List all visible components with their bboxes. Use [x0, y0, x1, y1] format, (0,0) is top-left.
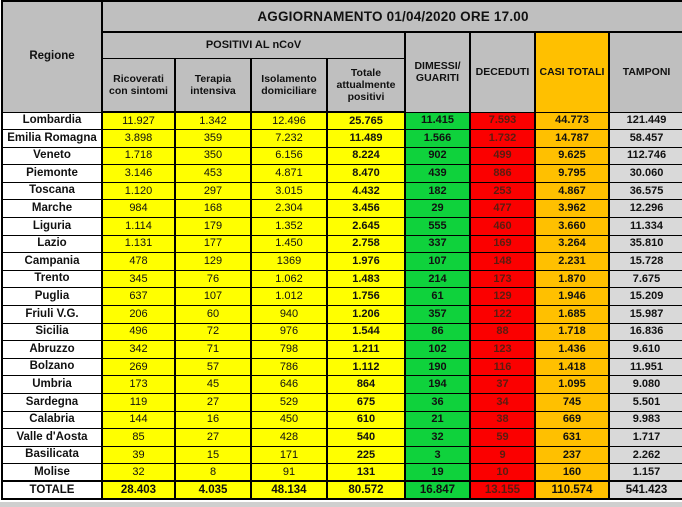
- dimessi-guariti-cell: 357: [405, 306, 470, 324]
- table-row: [2, 253, 682, 271]
- totale-attualmente-positivi-cell: 131: [327, 464, 405, 482]
- ricoverati-con-sintomi-cell: 1.120: [102, 182, 175, 200]
- region-cell: Molise: [2, 464, 102, 482]
- tamponi-cell: 2.262: [609, 446, 682, 464]
- deceduti-cell: 38: [470, 411, 535, 429]
- casi-totali-cell: 745: [535, 394, 609, 412]
- tamponi-cell: 9.610: [609, 341, 682, 359]
- isolamento-domiciliare-cell: 976: [251, 323, 327, 341]
- region-cell: Sicilia: [2, 323, 102, 341]
- totale-attualmente-positivi-cell: 540: [327, 429, 405, 447]
- ricoverati-con-sintomi-cell: 32: [102, 464, 175, 482]
- dimessi-guariti-cell: 36: [405, 394, 470, 412]
- tamponi-cell: 15.209: [609, 288, 682, 306]
- casi-totali-cell: 110.574: [535, 481, 609, 499]
- casi-totali-cell: 631: [535, 429, 609, 447]
- deceduti-cell: 477: [470, 200, 535, 218]
- casi-totali-cell: 2.231: [535, 253, 609, 271]
- deceduti-cell: 499: [470, 147, 535, 165]
- totale-attualmente-positivi-cell: 1.206: [327, 306, 405, 324]
- tamponi-cell: 16.836: [609, 323, 682, 341]
- dimessi-guariti-cell: 16.847: [405, 481, 470, 499]
- table-row: [2, 394, 682, 412]
- totale-attualmente-positivi-cell: 864: [327, 376, 405, 394]
- ricoverati-con-sintomi-cell: 3.898: [102, 130, 175, 148]
- tamponi-cell: 15.987: [609, 306, 682, 324]
- table-row: [2, 147, 682, 165]
- terapia-intensiva-cell: 15: [175, 446, 251, 464]
- totale-attualmente-positivi-cell: 1.544: [327, 323, 405, 341]
- isolamento-domiciliare-cell: 1.062: [251, 270, 327, 288]
- ricoverati-con-sintomi-cell: 637: [102, 288, 175, 306]
- dimessi-guariti-cell: 214: [405, 270, 470, 288]
- isolamento-domiciliare-cell: 4.871: [251, 165, 327, 183]
- total-row: [2, 481, 682, 499]
- table-row: [2, 464, 682, 482]
- region-cell: Friuli V.G.: [2, 306, 102, 324]
- casi-totali-column-header: CASI TOTALI: [535, 32, 609, 112]
- dimessi-guariti-cell: 32: [405, 429, 470, 447]
- dimessi-guariti-cell: 182: [405, 182, 470, 200]
- region-cell: Veneto: [2, 147, 102, 165]
- terapia-intensiva-cell: 1.342: [175, 112, 251, 130]
- table-row: [2, 112, 682, 130]
- dimessi-guariti-cell: 1.566: [405, 130, 470, 148]
- terapia-intensiva-cell: 8: [175, 464, 251, 482]
- table-row: [2, 306, 682, 324]
- dimessi-guariti-cell: 107: [405, 253, 470, 271]
- ricoverati-con-sintomi-cell: 496: [102, 323, 175, 341]
- isolamento-domiciliare-cell: 646: [251, 376, 327, 394]
- isolamento-domiciliare-cell: 12.496: [251, 112, 327, 130]
- dimessi-guariti-cell: 190: [405, 358, 470, 376]
- tamponi-cell: 11.951: [609, 358, 682, 376]
- region-cell: Liguria: [2, 218, 102, 236]
- terapia-intensiva-cell: 76: [175, 270, 251, 288]
- isolamento-domiciliare-cell: 48.134: [251, 481, 327, 499]
- deceduti-cell: 116: [470, 358, 535, 376]
- tamponi-cell: 121.449: [609, 112, 682, 130]
- deceduti-cell: 10: [470, 464, 535, 482]
- totale-attualmente-positivi-cell: 1.211: [327, 341, 405, 359]
- table-header: [2, 1, 682, 112]
- ricoverati-con-sintomi-cell: 39: [102, 446, 175, 464]
- ricoverati-con-sintomi-cell: 173: [102, 376, 175, 394]
- bottom-strip: [0, 502, 682, 507]
- table-row: [2, 235, 682, 253]
- totale-attualmente-positivi-cell: 25.765: [327, 112, 405, 130]
- terapia-intensiva-cell: 4.035: [175, 481, 251, 499]
- deceduti-cell: 88: [470, 323, 535, 341]
- tamponi-cell: 15.728: [609, 253, 682, 271]
- region-cell: Emilia Romagna: [2, 130, 102, 148]
- dimessi-guariti-cell: 29: [405, 200, 470, 218]
- header-row-title: [2, 1, 682, 32]
- casi-totali-cell: 44.773: [535, 112, 609, 130]
- totale-attualmente-positivi-cell: 11.489: [327, 130, 405, 148]
- ricoverati-con-sintomi-cell: 119: [102, 394, 175, 412]
- dimessi-guariti-cell: 61: [405, 288, 470, 306]
- terapia-intensiva-cell: 45: [175, 376, 251, 394]
- tamponi-cell: 9.983: [609, 411, 682, 429]
- dimessi-guariti-cell: 11.415: [405, 112, 470, 130]
- terapia-intensiva-cell: 359: [175, 130, 251, 148]
- regione-column-header: Regione: [2, 1, 102, 112]
- dimessi-guariti-cell: 194: [405, 376, 470, 394]
- dimessi-guariti-cell: 102: [405, 341, 470, 359]
- table-row: [2, 376, 682, 394]
- table-row: [2, 429, 682, 447]
- totale-attualmente-positivi-cell: 2.758: [327, 235, 405, 253]
- casi-totali-cell: 9.795: [535, 165, 609, 183]
- terapia-intensiva-cell: 107: [175, 288, 251, 306]
- casi-totali-cell: 1.436: [535, 341, 609, 359]
- terapia-intensiva-cell: 71: [175, 341, 251, 359]
- deceduti-cell: 148: [470, 253, 535, 271]
- table-body: [2, 112, 682, 499]
- casi-totali-cell: 3.962: [535, 200, 609, 218]
- tamponi-cell: 1.717: [609, 429, 682, 447]
- terapia-intensiva-cell: 350: [175, 147, 251, 165]
- totale-attualmente-positivi-cell: 1.483: [327, 270, 405, 288]
- positivi-group-header: POSITIVI AL nCoV: [102, 32, 405, 58]
- totale-attualmente-positivi-cell: 1.756: [327, 288, 405, 306]
- tamponi-cell: 11.334: [609, 218, 682, 236]
- isolamento-domiciliare-cell: 1369: [251, 253, 327, 271]
- tamponi-cell: 1.157: [609, 464, 682, 482]
- terapia-intensiva-cell: 179: [175, 218, 251, 236]
- totale-attualmente-positivi-cell: 1.976: [327, 253, 405, 271]
- region-cell: Marche: [2, 200, 102, 218]
- ricoverati-con-sintomi-cell: 144: [102, 411, 175, 429]
- dimessi-guariti-cell: 19: [405, 464, 470, 482]
- isolamento-domiciliare-cell: 529: [251, 394, 327, 412]
- isolamento-domiciliare-cell: 3.015: [251, 182, 327, 200]
- isolamento-domiciliare-cell: 1.352: [251, 218, 327, 236]
- isolamento-domiciliare-cell: 7.232: [251, 130, 327, 148]
- casi-totali-cell: 1.685: [535, 306, 609, 324]
- tamponi-cell: 12.296: [609, 200, 682, 218]
- terapia-intensiva-cell: 177: [175, 235, 251, 253]
- region-cell: Basilicata: [2, 446, 102, 464]
- tamponi-cell: 36.575: [609, 182, 682, 200]
- terapia-intensiva-cell: 453: [175, 165, 251, 183]
- ricoverati-con-sintomi-cell: 478: [102, 253, 175, 271]
- casi-totali-cell: 237: [535, 446, 609, 464]
- terapia-intensiva-cell: 27: [175, 429, 251, 447]
- casi-totali-cell: 14.787: [535, 130, 609, 148]
- deceduti-cell: 169: [470, 235, 535, 253]
- table-row: [2, 323, 682, 341]
- totale-attualmente-positivi-cell: 4.432: [327, 182, 405, 200]
- table-row: [2, 270, 682, 288]
- isolamento-domiciliare-column-header: Isolamento domiciliare: [251, 58, 327, 112]
- ricoverati-con-sintomi-cell: 1.718: [102, 147, 175, 165]
- table-row: [2, 341, 682, 359]
- deceduti-cell: 59: [470, 429, 535, 447]
- casi-totali-cell: 3.660: [535, 218, 609, 236]
- table-row: [2, 288, 682, 306]
- terapia-intensiva-cell: 129: [175, 253, 251, 271]
- totale-attualmente-positivi-cell: 3.456: [327, 200, 405, 218]
- deceduti-cell: 13.155: [470, 481, 535, 499]
- deceduti-cell: 123: [470, 341, 535, 359]
- deceduti-cell: 173: [470, 270, 535, 288]
- isolamento-domiciliare-cell: 171: [251, 446, 327, 464]
- region-cell: Toscana: [2, 182, 102, 200]
- casi-totali-cell: 9.625: [535, 147, 609, 165]
- casi-totali-cell: 3.264: [535, 235, 609, 253]
- ricoverati-con-sintomi-cell: 206: [102, 306, 175, 324]
- terapia-intensiva-cell: 27: [175, 394, 251, 412]
- casi-totali-cell: 1.718: [535, 323, 609, 341]
- region-cell: Abruzzo: [2, 341, 102, 359]
- deceduti-cell: 7.593: [470, 112, 535, 130]
- tamponi-cell: 35.810: [609, 235, 682, 253]
- deceduti-cell: 460: [470, 218, 535, 236]
- region-cell: Puglia: [2, 288, 102, 306]
- deceduti-column-header: DECEDUTI: [470, 32, 535, 112]
- tamponi-cell: 112.746: [609, 147, 682, 165]
- terapia-intensiva-cell: 16: [175, 411, 251, 429]
- isolamento-domiciliare-cell: 1.450: [251, 235, 327, 253]
- totale-attualmente-positivi-cell: 1.112: [327, 358, 405, 376]
- ricoverati-con-sintomi-cell: 11.927: [102, 112, 175, 130]
- deceduti-cell: 129: [470, 288, 535, 306]
- terapia-intensiva-cell: 57: [175, 358, 251, 376]
- region-cell: Sardegna: [2, 394, 102, 412]
- deceduti-cell: 1.732: [470, 130, 535, 148]
- totale-attualmente-positivi-cell: 2.645: [327, 218, 405, 236]
- casi-totali-cell: 160: [535, 464, 609, 482]
- casi-totali-cell: 1.946: [535, 288, 609, 306]
- region-cell: Calabria: [2, 411, 102, 429]
- deceduti-cell: 886: [470, 165, 535, 183]
- table-row: [2, 165, 682, 183]
- tamponi-cell: 30.060: [609, 165, 682, 183]
- terapia-intensiva-cell: 297: [175, 182, 251, 200]
- isolamento-domiciliare-cell: 2.304: [251, 200, 327, 218]
- totale-attualmente-positivi-cell: 8.470: [327, 165, 405, 183]
- isolamento-domiciliare-cell: 940: [251, 306, 327, 324]
- isolamento-domiciliare-cell: 1.012: [251, 288, 327, 306]
- deceduti-cell: 253: [470, 182, 535, 200]
- region-cell: Piemonte: [2, 165, 102, 183]
- isolamento-domiciliare-cell: 6.156: [251, 147, 327, 165]
- tamponi-cell: 541.423: [609, 481, 682, 499]
- terapia-intensiva-column-header: Terapia intensiva: [175, 58, 251, 112]
- region-cell: Lazio: [2, 235, 102, 253]
- dimessi-guariti-cell: 86: [405, 323, 470, 341]
- ricoverati-con-sintomi-cell: 3.146: [102, 165, 175, 183]
- isolamento-domiciliare-cell: 428: [251, 429, 327, 447]
- totale-attualmente-positivi-cell: 225: [327, 446, 405, 464]
- header-row-groups: [2, 32, 682, 58]
- table-title: AGGIORNAMENTO 01/04/2020 ORE 17.00: [102, 1, 682, 32]
- ricoverati-con-sintomi-cell: 1.131: [102, 235, 175, 253]
- terapia-intensiva-cell: 168: [175, 200, 251, 218]
- ricoverati-con-sintomi-cell: 342: [102, 341, 175, 359]
- isolamento-domiciliare-cell: 91: [251, 464, 327, 482]
- totale-attualmente-positivi-cell: 675: [327, 394, 405, 412]
- deceduti-cell: 37: [470, 376, 535, 394]
- region-cell: Campania: [2, 253, 102, 271]
- dimessi-guariti-cell: 337: [405, 235, 470, 253]
- totale-attualmente-positivi-column-header: Totale attualmente positivi: [327, 58, 405, 112]
- ricoverati-con-sintomi-cell: 1.114: [102, 218, 175, 236]
- ricoverati-con-sintomi-cell: 345: [102, 270, 175, 288]
- casi-totali-cell: 669: [535, 411, 609, 429]
- region-cell: Lombardia: [2, 112, 102, 130]
- table-row: [2, 358, 682, 376]
- dimessi-guariti-cell: 555: [405, 218, 470, 236]
- dimessi-guariti-cell: 3: [405, 446, 470, 464]
- dimessi-guariti-column-header: DIMESSI/ GUARITI: [405, 32, 470, 112]
- tamponi-cell: 9.080: [609, 376, 682, 394]
- region-cell: Umbria: [2, 376, 102, 394]
- deceduti-cell: 122: [470, 306, 535, 324]
- ricoverati-con-sintomi-cell: 28.403: [102, 481, 175, 499]
- ricoverati-con-sintomi-cell: 269: [102, 358, 175, 376]
- totale-attualmente-positivi-cell: 8.224: [327, 147, 405, 165]
- covid-regions-table: [1, 0, 682, 500]
- isolamento-domiciliare-cell: 450: [251, 411, 327, 429]
- casi-totali-cell: 1.870: [535, 270, 609, 288]
- ricoverati-con-sintomi-cell: 85: [102, 429, 175, 447]
- tamponi-column-header: TAMPONI: [609, 32, 682, 112]
- ricoverati-con-sintomi-column-header: Ricoverati con sintomi: [102, 58, 175, 112]
- isolamento-domiciliare-cell: 786: [251, 358, 327, 376]
- ricoverati-con-sintomi-cell: 984: [102, 200, 175, 218]
- tamponi-cell: 58.457: [609, 130, 682, 148]
- table-row: [2, 411, 682, 429]
- tamponi-cell: 7.675: [609, 270, 682, 288]
- region-cell: TOTALE: [2, 481, 102, 499]
- totale-attualmente-positivi-cell: 610: [327, 411, 405, 429]
- table-row: [2, 130, 682, 148]
- totale-attualmente-positivi-cell: 80.572: [327, 481, 405, 499]
- casi-totali-cell: 1.418: [535, 358, 609, 376]
- tamponi-cell: 5.501: [609, 394, 682, 412]
- dimessi-guariti-cell: 902: [405, 147, 470, 165]
- deceduti-cell: 9: [470, 446, 535, 464]
- terapia-intensiva-cell: 60: [175, 306, 251, 324]
- terapia-intensiva-cell: 72: [175, 323, 251, 341]
- deceduti-cell: 34: [470, 394, 535, 412]
- isolamento-domiciliare-cell: 798: [251, 341, 327, 359]
- table-row: [2, 218, 682, 236]
- table-row: [2, 200, 682, 218]
- region-cell: Trento: [2, 270, 102, 288]
- casi-totali-cell: 1.095: [535, 376, 609, 394]
- region-cell: Valle d'Aosta: [2, 429, 102, 447]
- dimessi-guariti-cell: 21: [405, 411, 470, 429]
- dimessi-guariti-cell: 439: [405, 165, 470, 183]
- casi-totali-cell: 4.867: [535, 182, 609, 200]
- table-row: [2, 182, 682, 200]
- region-cell: Bolzano: [2, 358, 102, 376]
- table-row: [2, 446, 682, 464]
